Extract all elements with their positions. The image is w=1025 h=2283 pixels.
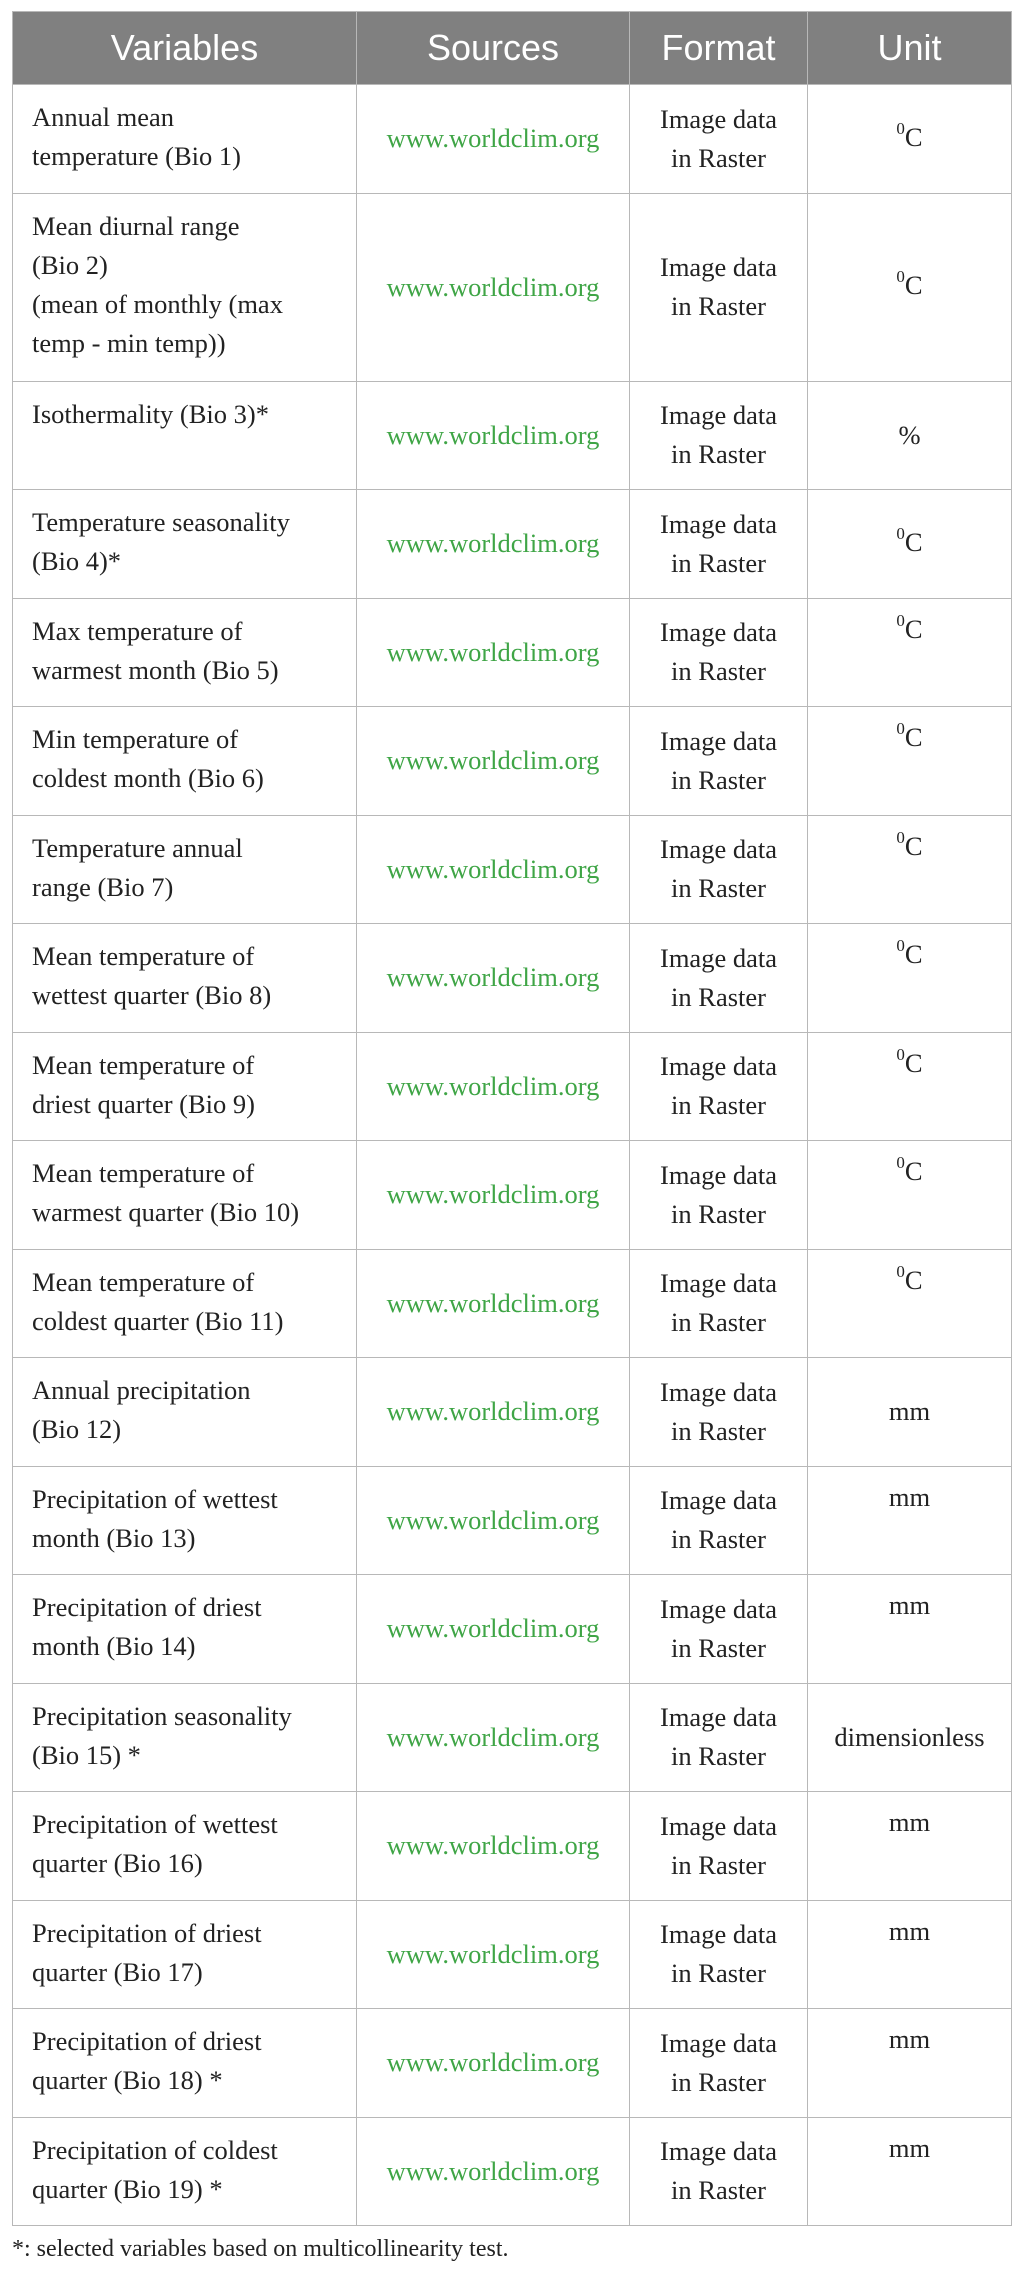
unit-cell bbox=[808, 193, 1012, 381]
source-link[interactable]: www.worldclim.org bbox=[357, 1683, 630, 1792]
variable-line: Precipitation of wettest bbox=[32, 1483, 278, 1514]
unit-cell bbox=[808, 1575, 1012, 1684]
degree-superscript: 0 bbox=[896, 1044, 905, 1064]
format-line: Image data bbox=[660, 1593, 777, 1624]
format-cell bbox=[630, 1249, 808, 1358]
degree-superscript: 0 bbox=[896, 523, 905, 543]
format-cell bbox=[630, 1792, 808, 1901]
source-link[interactable]: www.worldclim.org bbox=[357, 1466, 630, 1575]
format-line: Image data bbox=[660, 1051, 777, 1082]
variable-cell bbox=[13, 924, 357, 1033]
variable-line: coldest quarter (Bio 11) bbox=[32, 1305, 284, 1336]
unit-cell bbox=[808, 1032, 1012, 1141]
variable-line: Max temperature of bbox=[32, 615, 243, 646]
unit-value: C bbox=[904, 722, 923, 752]
unit-value: mm bbox=[888, 1915, 931, 1946]
variable-cell bbox=[13, 85, 357, 194]
table-row bbox=[13, 1141, 1012, 1250]
unit-value: mm bbox=[888, 1396, 931, 1427]
format-cell bbox=[630, 490, 808, 599]
table-row bbox=[13, 85, 1012, 194]
variable-line: wettest quarter (Bio 8) bbox=[32, 980, 272, 1010]
variable-line: (Bio 4)* bbox=[32, 546, 122, 576]
degree-superscript: 0 bbox=[896, 1261, 905, 1281]
table-row bbox=[13, 1683, 1012, 1792]
variable-line: quarter (Bio 17) bbox=[32, 1956, 203, 1987]
format-cell bbox=[630, 1141, 808, 1250]
table-row bbox=[13, 1032, 1012, 1141]
source-link[interactable]: www.worldclim.org bbox=[357, 193, 630, 381]
variable-cell bbox=[13, 2009, 357, 2118]
format-line: Image data bbox=[660, 1810, 777, 1841]
variable-line: Mean temperature of bbox=[32, 1266, 255, 1297]
format-line: in Raster bbox=[671, 1632, 766, 1663]
source-link[interactable]: www.worldclim.org bbox=[357, 381, 630, 490]
variable-line: Min temperature of bbox=[32, 724, 239, 754]
header-variables: Variables bbox=[13, 12, 357, 85]
variable-cell bbox=[13, 1249, 357, 1358]
variable-line: Precipitation of driest bbox=[32, 2026, 262, 2056]
unit-cell bbox=[808, 1466, 1012, 1575]
format-line: Image data bbox=[660, 942, 777, 973]
table-row bbox=[13, 2009, 1012, 2118]
unit-cell bbox=[808, 924, 1012, 1033]
variable-line: warmest quarter (Bio 10) bbox=[32, 1197, 300, 1227]
source-link[interactable]: www.worldclim.org bbox=[357, 707, 630, 816]
variable-cell bbox=[13, 598, 357, 707]
unit-cell bbox=[808, 598, 1012, 707]
format-line: Image data bbox=[660, 1376, 777, 1407]
unit-value: mm bbox=[888, 1807, 931, 1837]
unit-value: mm bbox=[888, 2024, 931, 2054]
unit-cell bbox=[808, 490, 1012, 599]
variable-line: (mean of monthly (max bbox=[32, 288, 283, 319]
unit-value: C bbox=[904, 526, 923, 557]
variable-line: coldest month (Bio 6) bbox=[32, 763, 264, 793]
unit-cell bbox=[808, 1249, 1012, 1358]
table-row bbox=[13, 1792, 1012, 1901]
unit-cell bbox=[808, 381, 1012, 490]
table-body bbox=[13, 85, 1012, 2226]
source-link[interactable]: www.worldclim.org bbox=[357, 1141, 630, 1250]
format-cell bbox=[630, 815, 808, 924]
unit-cell bbox=[808, 1358, 1012, 1467]
variable-line: driest quarter (Bio 9) bbox=[32, 1088, 255, 1119]
header-format: Format bbox=[630, 12, 808, 85]
header-sources: Sources bbox=[357, 12, 630, 85]
format-cell bbox=[630, 1358, 808, 1467]
degree-superscript: 0 bbox=[896, 719, 905, 738]
variable-cell bbox=[13, 707, 357, 816]
table-header bbox=[13, 12, 1012, 85]
degree-superscript: 0 bbox=[896, 1153, 905, 1172]
format-line: in Raster bbox=[671, 1415, 766, 1446]
format-cell bbox=[630, 598, 808, 707]
unit-value: mm bbox=[888, 2132, 931, 2163]
variable-cell bbox=[13, 1575, 357, 1684]
unit-cell bbox=[808, 815, 1012, 924]
unit-cell bbox=[808, 1900, 1012, 2009]
table-row bbox=[13, 707, 1012, 816]
source-link[interactable]: www.worldclim.org bbox=[357, 2117, 630, 2226]
variable-line: quarter (Bio 19) * bbox=[32, 2173, 223, 2204]
table-row bbox=[13, 1575, 1012, 1684]
table-row bbox=[13, 1466, 1012, 1575]
format-line: in Raster bbox=[671, 1524, 766, 1555]
format-cell bbox=[630, 381, 808, 490]
variable-cell bbox=[13, 1032, 357, 1141]
unit-value: C bbox=[904, 270, 923, 300]
format-cell bbox=[630, 707, 808, 816]
variable-line: (Bio 15) * bbox=[32, 1739, 141, 1770]
format-line: Image data bbox=[660, 103, 777, 134]
table-row bbox=[13, 1358, 1012, 1467]
variable-line: temperature (Bio 1) bbox=[32, 141, 241, 171]
format-cell bbox=[630, 1466, 808, 1575]
variable-line: month (Bio 14) bbox=[32, 1631, 196, 1661]
unit-value: dimensionless bbox=[834, 1721, 985, 1752]
variable-line: Precipitation of wettest bbox=[32, 1809, 278, 1839]
unit-cell bbox=[808, 707, 1012, 816]
unit-value: mm bbox=[888, 1481, 931, 1512]
variable-line: Precipitation seasonality bbox=[32, 1700, 292, 1731]
variable-line: Mean diurnal range bbox=[32, 210, 240, 241]
variable-cell bbox=[13, 1358, 357, 1467]
format-cell bbox=[630, 85, 808, 194]
format-line: Image data bbox=[660, 1919, 777, 1950]
unit-cell bbox=[808, 1141, 1012, 1250]
unit-value: mm bbox=[888, 1590, 931, 1620]
variable-line: quarter (Bio 18) * bbox=[32, 2065, 223, 2095]
variable-line: warmest month (Bio 5) bbox=[32, 654, 279, 685]
degree-superscript: 0 bbox=[896, 936, 905, 955]
format-line: in Raster bbox=[671, 873, 766, 904]
format-line: in Raster bbox=[671, 1741, 766, 1772]
variable-cell bbox=[13, 815, 357, 924]
format-cell bbox=[630, 1575, 808, 1684]
variable-line: quarter (Bio 16) bbox=[32, 1848, 203, 1878]
footnote: *: selected variables based on multicollinearity test. bbox=[12, 2236, 509, 2262]
header-unit: Unit bbox=[808, 12, 1012, 85]
unit-value: C bbox=[904, 1156, 923, 1186]
variable-cell bbox=[13, 193, 357, 381]
source-link[interactable]: www.worldclim.org bbox=[357, 1249, 630, 1358]
unit-value: C bbox=[904, 1264, 923, 1295]
variables-table bbox=[12, 11, 1012, 2226]
format-line: in Raster bbox=[671, 1198, 766, 1229]
variable-line: (Bio 2) bbox=[32, 249, 108, 280]
table-row bbox=[13, 490, 1012, 599]
source-link[interactable]: www.worldclim.org bbox=[357, 924, 630, 1033]
variable-cell bbox=[13, 1792, 357, 1901]
source-link[interactable]: www.worldclim.org bbox=[357, 1792, 630, 1901]
unit-cell bbox=[808, 1683, 1012, 1792]
format-line: Image data bbox=[660, 1268, 777, 1299]
format-line: in Raster bbox=[671, 1958, 766, 1989]
degree-superscript: 0 bbox=[896, 610, 905, 630]
unit-cell bbox=[808, 1792, 1012, 1901]
format-line: Image data bbox=[660, 834, 777, 865]
variable-line: Precipitation of coldest bbox=[32, 2134, 278, 2165]
format-line: in Raster bbox=[671, 291, 766, 321]
variable-line bbox=[32, 434, 342, 473]
variable-cell bbox=[13, 1141, 357, 1250]
variable-cell bbox=[13, 1683, 357, 1792]
format-line: in Raster bbox=[671, 547, 766, 578]
format-cell bbox=[630, 1683, 808, 1792]
degree-superscript: 0 bbox=[896, 118, 905, 138]
variables-table-container bbox=[12, 11, 1011, 2226]
format-line: in Raster bbox=[671, 981, 766, 1012]
variable-line: Temperature annual bbox=[32, 832, 243, 863]
variable-cell bbox=[13, 490, 357, 599]
format-cell bbox=[630, 2009, 808, 2118]
format-line: in Raster bbox=[671, 2175, 766, 2206]
unit-value: C bbox=[904, 613, 923, 644]
format-line: Image data bbox=[660, 1485, 777, 1516]
unit-value: C bbox=[904, 121, 923, 152]
variable-cell bbox=[13, 1900, 357, 2009]
variable-line: Annual mean bbox=[32, 102, 175, 132]
variable-line: Mean temperature of bbox=[32, 941, 255, 971]
variable-line: Mean temperature of bbox=[32, 1158, 255, 1188]
format-line: Image data bbox=[660, 2136, 777, 2167]
variable-line: Mean temperature of bbox=[32, 1049, 255, 1080]
unit-value: C bbox=[904, 1047, 923, 1078]
variable-line: Precipitation of driest bbox=[32, 1917, 262, 1948]
source-link[interactable]: www.worldclim.org bbox=[357, 1900, 630, 2009]
table-row bbox=[13, 193, 1012, 381]
format-cell bbox=[630, 1032, 808, 1141]
source-link[interactable]: www.worldclim.org bbox=[357, 85, 630, 194]
format-cell bbox=[630, 193, 808, 381]
unit-value: C bbox=[904, 830, 923, 861]
format-cell bbox=[630, 1900, 808, 2009]
variable-cell bbox=[13, 1466, 357, 1575]
source-link[interactable]: www.worldclim.org bbox=[357, 1358, 630, 1467]
format-line: in Raster bbox=[671, 1090, 766, 1121]
table-row bbox=[13, 2117, 1012, 2226]
format-line: Image data bbox=[660, 1159, 777, 1190]
format-line: Image data bbox=[660, 400, 777, 431]
degree-superscript: 0 bbox=[896, 267, 905, 286]
table-row bbox=[13, 924, 1012, 1033]
unit-value: % bbox=[898, 419, 921, 450]
format-line: in Raster bbox=[671, 764, 766, 795]
source-link[interactable]: www.worldclim.org bbox=[357, 815, 630, 924]
table-row bbox=[13, 1249, 1012, 1358]
unit-cell bbox=[808, 85, 1012, 194]
format-line: in Raster bbox=[671, 1849, 766, 1880]
format-cell bbox=[630, 924, 808, 1033]
table-row bbox=[13, 1900, 1012, 2009]
format-line: Image data bbox=[660, 725, 777, 756]
variable-line: Annual precipitation bbox=[32, 1375, 251, 1405]
source-link[interactable]: www.worldclim.org bbox=[357, 598, 630, 707]
variable-line: Temperature seasonality bbox=[32, 507, 290, 537]
header-row bbox=[13, 12, 1012, 85]
source-link[interactable]: www.worldclim.org bbox=[357, 1575, 630, 1684]
degree-superscript: 0 bbox=[896, 827, 905, 847]
table-row bbox=[13, 381, 1012, 490]
variable-line: month (Bio 13) bbox=[32, 1522, 196, 1553]
table-row bbox=[13, 598, 1012, 707]
format-line: in Raster bbox=[671, 656, 766, 687]
unit-value: C bbox=[904, 939, 923, 969]
variable-line: temp - min temp)) bbox=[32, 327, 226, 358]
format-line: Image data bbox=[660, 508, 777, 539]
format-line: in Raster bbox=[671, 142, 766, 173]
unit-cell bbox=[808, 2009, 1012, 2118]
format-cell bbox=[630, 2117, 808, 2226]
variable-line: Isothermality (Bio 3)* bbox=[32, 398, 269, 429]
source-link[interactable]: www.worldclim.org bbox=[357, 490, 630, 599]
format-line: Image data bbox=[660, 252, 777, 282]
variable-line: range (Bio 7) bbox=[32, 871, 174, 902]
variable-line: (Bio 12) bbox=[32, 1414, 122, 1444]
variable-cell bbox=[13, 381, 357, 490]
table-row bbox=[13, 815, 1012, 924]
source-link[interactable]: www.worldclim.org bbox=[357, 1032, 630, 1141]
unit-cell bbox=[808, 2117, 1012, 2226]
variable-cell bbox=[13, 2117, 357, 2226]
format-line: in Raster bbox=[671, 439, 766, 470]
format-line: Image data bbox=[660, 617, 777, 648]
format-line: in Raster bbox=[671, 2066, 766, 2097]
format-line: Image data bbox=[660, 2027, 777, 2058]
format-line: in Raster bbox=[671, 1307, 766, 1338]
variable-line: Precipitation of driest bbox=[32, 1592, 262, 1622]
format-line: Image data bbox=[660, 1702, 777, 1733]
source-link[interactable]: www.worldclim.org bbox=[357, 2009, 630, 2118]
